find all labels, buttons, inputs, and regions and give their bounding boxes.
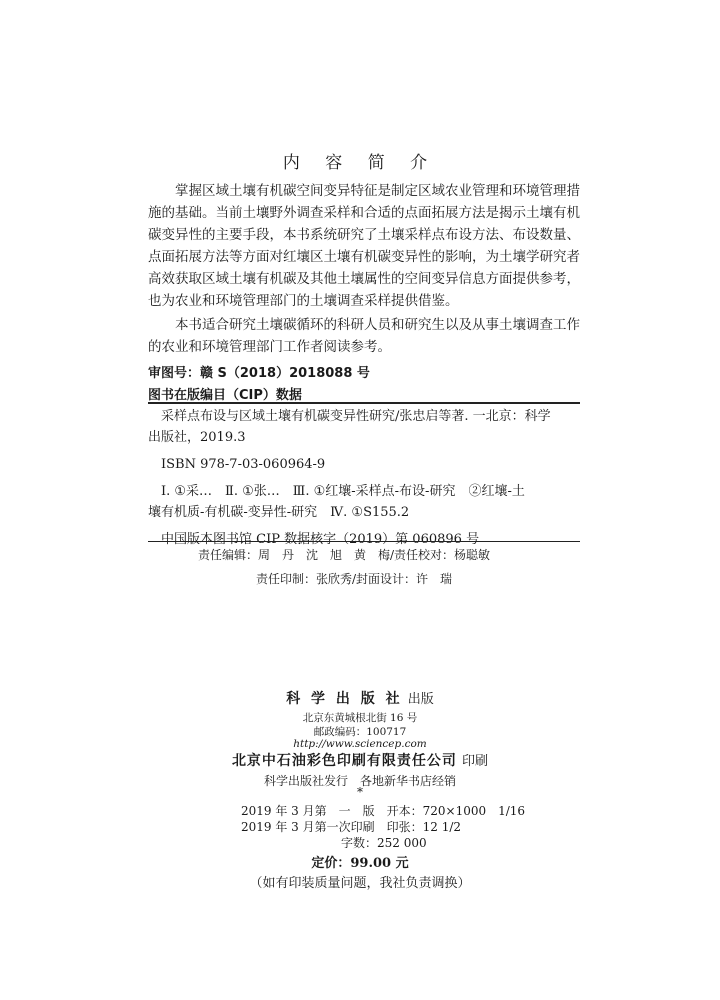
edition-line: 2019 年 3 月第一次印刷 印张：12 1/2: [241, 820, 462, 834]
cip-heading: 图书在版编目（CIP）数据: [148, 388, 302, 403]
cip-bottom-rule: [148, 541, 580, 542]
publisher-suffix: 出版: [407, 692, 434, 707]
intro-line: 施的基础。当前土壤野外调查采样和合适的点面拓展方法是揭示土壤有机: [148, 205, 580, 221]
intro-line: 掌握区域土壤有机碳空间变异特征是制定区域农业管理和环境管理措: [175, 183, 580, 199]
word-count: 字数：252 000: [341, 836, 427, 850]
separator-star: *: [357, 785, 363, 799]
cip-isbn: ISBN 978-7-03-060964-9: [161, 457, 326, 472]
publisher-name: 科 学 出 版 社: [286, 691, 403, 707]
intro-line: 高效获取区域土壤有机碳及其他土壤属性的空间变异信息方面提供参考，: [148, 271, 580, 287]
publisher-postcode: 邮政编码：100717: [313, 726, 407, 738]
editors-line: 责任印制：张欣秀/封面设计：许 瑞: [256, 572, 453, 586]
intro-line: 碳变异性的主要手段，本书系统研究了土壤采样点布设方法、布设数量、: [148, 227, 580, 243]
cip-block: [148, 406, 580, 550]
edition-line: 2019 年 3 月第 一 版 开本：720×1000 1/16: [241, 804, 526, 818]
printer-suffix: 印刷: [462, 754, 489, 769]
intro-paragraph-2: [148, 314, 580, 358]
publisher-block: [0, 688, 720, 708]
cip-classification-line: 壤有机质-有机碳-变异性-研究 Ⅳ. ①S155.2: [148, 505, 410, 520]
cip-title-line: 采样点布设与区域土壤有机碳变异性研究/张忠启等著. 一北京：科学: [161, 409, 551, 424]
printer-block: [0, 750, 720, 770]
cip-top-rule: [148, 402, 580, 404]
price: 定价：99.00 元: [311, 856, 409, 871]
distribution-line: 科学出版社发行 各地新华书店经销: [263, 774, 456, 788]
cip-verification: 中国版本图书馆 CIP 数据核字（2019）第 060896 号: [161, 532, 480, 547]
editors-line: 责任编辑：周 丹 沈 旭 黄 梅/责任校对：杨聪敏: [198, 548, 491, 562]
intro-line: 也为农业和环境管理部门的土壤调查采样提供借鉴。: [148, 293, 459, 309]
quality-notice: （如有印装质量问题，我社负责调换）: [249, 876, 471, 891]
intro-line: 本书适合研究土壤碳循环的科研人员和研究生以及从事土壤调查工作: [175, 317, 580, 333]
cip-classification-line: Ⅰ. ①采… Ⅱ. ①张… Ⅲ. ①红壤-采样点-布设-研究 ②红壤-土: [161, 484, 525, 499]
map-review-number: 审图号：赣 S（2018）2018088 号: [148, 366, 370, 381]
intro-paragraph-1: [148, 180, 580, 312]
page-title: 内 容 简 介: [282, 153, 438, 173]
intro-line: 的农业和环境管理部门工作者阅读参考。: [148, 339, 391, 355]
publisher-address: 北京东黄城根北街 16 号: [302, 712, 418, 724]
publisher-website: http://www.sciencep.com: [293, 738, 427, 750]
printer-name: 北京中石油彩色印刷有限责任公司: [231, 753, 457, 769]
intro-line: 点面拓展方法等方面对红壤区土壤有机碳变异性的影响，为土壤学研究者: [148, 249, 580, 265]
cip-publisher-line: 出版社，2019.3: [148, 430, 246, 445]
